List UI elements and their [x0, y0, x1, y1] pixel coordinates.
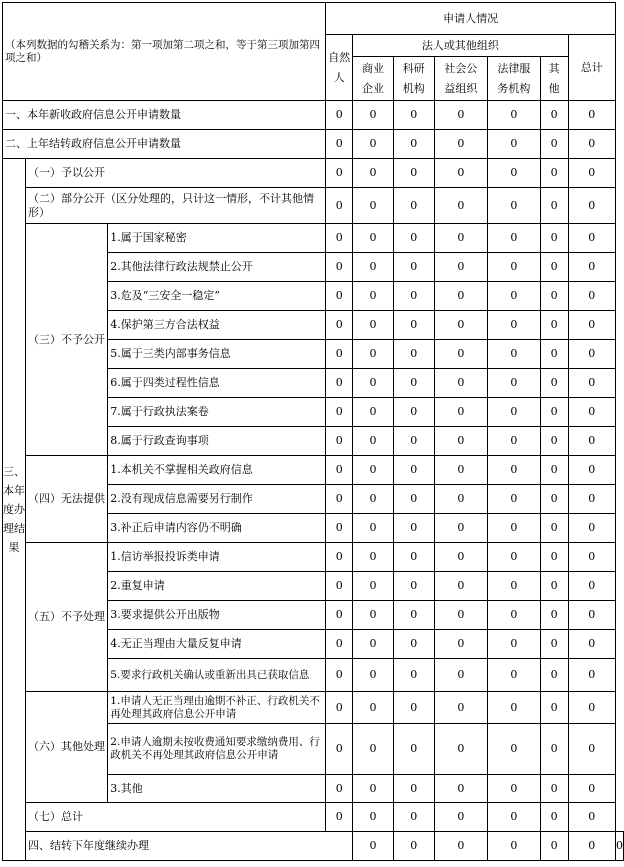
cell-value: 0 [434, 369, 488, 398]
row-label: （七）总计 [26, 803, 326, 832]
cell-value: 0 [488, 775, 541, 803]
cell-value: 0 [393, 101, 434, 130]
cell-value: 0 [353, 253, 394, 282]
cell-value: 0 [568, 692, 615, 724]
cell-value: 0 [353, 514, 394, 543]
cell-value: 0 [488, 427, 541, 456]
cell-value: 0 [393, 724, 434, 775]
cell-value: 0 [434, 659, 488, 692]
cell-value: 0 [568, 188, 615, 224]
cell-value: 0 [540, 101, 568, 130]
cell-value: 0 [393, 369, 434, 398]
cell-value: 0 [540, 130, 568, 159]
cell-value: 0 [488, 724, 541, 775]
cell-value: 0 [393, 188, 434, 224]
cell-value: 0 [393, 630, 434, 659]
cell-value: 0 [540, 724, 568, 775]
row-label: 3.其他 [108, 775, 326, 803]
cell-value: 0 [488, 572, 541, 601]
cell-value: 0 [393, 775, 434, 803]
cell-value: 0 [488, 832, 541, 861]
cell-value: 0 [353, 543, 394, 572]
cell-value: 0 [434, 543, 488, 572]
cell-value: 0 [540, 485, 568, 514]
cell-value: 0 [434, 601, 488, 630]
row-label: 一、本年新收政府信息公开申请数量 [3, 101, 326, 130]
cell-value: 0 [393, 311, 434, 340]
row-label: 1.信访举报投诉类申请 [108, 543, 326, 572]
cell-value: 0 [434, 832, 488, 861]
cell-value: 0 [568, 543, 615, 572]
group-3-label: （三）不予公开 [26, 224, 108, 456]
table-row [3, 224, 624, 253]
cell-value: 0 [488, 514, 541, 543]
cell-value: 0 [393, 572, 434, 601]
cell-value: 0 [353, 601, 394, 630]
cell-value: 0 [488, 224, 541, 253]
cell-value: 0 [568, 803, 615, 832]
cell-value: 0 [568, 514, 615, 543]
cell-value: 0 [488, 485, 541, 514]
cell-value: 0 [488, 188, 541, 224]
cell-value: 0 [353, 130, 394, 159]
header-natural-person: 自然人 [326, 35, 353, 101]
cell-value: 0 [326, 369, 353, 398]
cell-value: 0 [393, 601, 434, 630]
cell-value: 0 [434, 572, 488, 601]
cell-value: 0 [353, 572, 394, 601]
cell-value: 0 [353, 224, 394, 253]
cell-value: 0 [353, 775, 394, 803]
cell-value: 0 [540, 832, 568, 861]
cell-value: 0 [488, 543, 541, 572]
table-row [3, 130, 624, 159]
cell-value: 0 [353, 456, 394, 485]
cell-value: 0 [568, 253, 615, 282]
cell-value: 0 [393, 427, 434, 456]
header-commercial: 商业企业 [353, 57, 394, 101]
cell-value: 0 [393, 398, 434, 427]
cell-value: 0 [540, 572, 568, 601]
row-label: （二）部分公开（区分处理的，只计这一情形，不计其他情形） [26, 188, 326, 224]
cell-value: 0 [434, 803, 488, 832]
cell-value: 0 [326, 692, 353, 724]
cell-value: 0 [434, 427, 488, 456]
row-label: 1.本机关不掌握相关政府信息 [108, 456, 326, 485]
header-applicant-situation: 申请人情况 [326, 3, 616, 35]
header-legal-service: 法律服务机构 [488, 57, 541, 101]
cell-value: 0 [540, 775, 568, 803]
cell-value: 0 [434, 724, 488, 775]
cell-value: 0 [353, 485, 394, 514]
cell-value: 0 [540, 340, 568, 369]
row-label: 5.属于三类内部事务信息 [108, 340, 326, 369]
row-label: 四、结转下年度继续办理 [26, 832, 353, 861]
cell-value: 0 [540, 188, 568, 224]
cell-value: 0 [568, 130, 615, 159]
cell-value: 0 [434, 456, 488, 485]
table-row [3, 456, 624, 485]
cell-value: 0 [434, 101, 488, 130]
cell-value: 0 [434, 398, 488, 427]
cell-value: 0 [488, 130, 541, 159]
cell-value: 0 [353, 630, 394, 659]
info-disclosure-table [2, 2, 624, 861]
cell-value: 0 [488, 369, 541, 398]
cell-value: 0 [326, 282, 353, 311]
cell-value: 0 [326, 427, 353, 456]
cell-value: 0 [353, 832, 394, 861]
cell-value: 0 [326, 159, 353, 188]
cell-value: 0 [568, 724, 615, 775]
table-row [3, 101, 624, 130]
cell-value: 0 [540, 630, 568, 659]
cell-value: 0 [434, 485, 488, 514]
cell-value: 0 [488, 311, 541, 340]
cell-value: 0 [393, 803, 434, 832]
cell-value: 0 [434, 311, 488, 340]
cell-value: 0 [393, 543, 434, 572]
cell-value: 0 [568, 427, 615, 456]
cell-value: 0 [540, 253, 568, 282]
row-label: 2.其他法律行政法规禁止公开 [108, 253, 326, 282]
cell-value: 0 [568, 282, 615, 311]
cell-value: 0 [326, 659, 353, 692]
cell-value: 0 [353, 692, 394, 724]
cell-value: 0 [326, 775, 353, 803]
cell-value: 0 [326, 572, 353, 601]
row-label: 6.属于四类过程性信息 [108, 369, 326, 398]
row-label: 4.无正当理由大量反复申请 [108, 630, 326, 659]
cell-value: 0 [393, 832, 434, 861]
row-label: 5.要求行政机关确认或重新出具已获取信息 [108, 659, 326, 692]
cell-value: 0 [488, 159, 541, 188]
row-label: 7.属于行政执法案卷 [108, 398, 326, 427]
cell-value: 0 [326, 224, 353, 253]
table-row [3, 543, 624, 572]
row-label: 4.保护第三方合法权益 [108, 311, 326, 340]
cell-value: 0 [353, 311, 394, 340]
cell-value: 0 [568, 601, 615, 630]
row-label: 二、上年结转政府信息公开申请数量 [3, 130, 326, 159]
cell-value: 0 [353, 398, 394, 427]
cell-value: 0 [568, 159, 615, 188]
cell-value: 0 [540, 601, 568, 630]
cell-value: 0 [568, 485, 615, 514]
cell-value: 0 [434, 159, 488, 188]
cell-value: 0 [434, 282, 488, 311]
cell-value: 0 [393, 253, 434, 282]
cell-value: 0 [326, 485, 353, 514]
cell-value: 0 [488, 282, 541, 311]
cell-value: 0 [488, 601, 541, 630]
cell-value: 0 [326, 630, 353, 659]
cell-value: 0 [353, 803, 394, 832]
header-legal-group: 法人或其他组织 [353, 35, 568, 57]
table-row [3, 188, 624, 224]
cell-value: 0 [540, 427, 568, 456]
cell-value: 0 [568, 340, 615, 369]
cell-value: 0 [393, 340, 434, 369]
group-6-label: （六）其他处理 [26, 692, 108, 803]
cell-value: 0 [568, 572, 615, 601]
cell-value: 0 [540, 803, 568, 832]
cell-value: 0 [540, 282, 568, 311]
cell-value: 0 [326, 803, 353, 832]
header-research: 科研机构 [393, 57, 434, 101]
cell-value: 0 [326, 130, 353, 159]
section-3-text: 三、本年度办理结果 [3, 465, 25, 554]
cell-value: 0 [488, 253, 541, 282]
cell-value: 0 [616, 832, 624, 861]
cell-value: 0 [568, 630, 615, 659]
cell-value: 0 [393, 456, 434, 485]
cell-value: 0 [434, 340, 488, 369]
cell-value: 0 [353, 340, 394, 369]
cell-value: 0 [540, 159, 568, 188]
cell-value: 0 [393, 485, 434, 514]
cell-value: 0 [540, 311, 568, 340]
row-label: 3.危及“三安全一稳定” [108, 282, 326, 311]
cell-value: 0 [488, 456, 541, 485]
cell-value: 0 [540, 224, 568, 253]
cell-value: 0 [568, 224, 615, 253]
group-5-label: （五）不予处理 [26, 543, 108, 692]
cell-value: 0 [326, 311, 353, 340]
cell-value: 0 [540, 543, 568, 572]
cell-value: 0 [568, 775, 615, 803]
cell-value: 0 [540, 456, 568, 485]
group-4-label: （四）无法提供 [26, 456, 108, 543]
cell-value: 0 [393, 159, 434, 188]
header-total: 总计 [568, 35, 615, 101]
cell-value: 0 [540, 398, 568, 427]
cell-value: 0 [434, 224, 488, 253]
section-3-label [3, 159, 26, 861]
cell-value: 0 [434, 188, 488, 224]
cell-value: 0 [488, 659, 541, 692]
cell-value: 0 [488, 692, 541, 724]
cell-value: 0 [488, 101, 541, 130]
table-note: （本列数据的勾稽关系为：第一项加第二项之和，等于第三项加第四项之和） [3, 3, 326, 101]
cell-value: 0 [568, 398, 615, 427]
cell-value: 0 [568, 659, 615, 692]
row-label: 3.补正后申请内容仍不明确 [108, 514, 326, 543]
cell-value: 0 [353, 659, 394, 692]
header-social-welfare: 社会公益组织 [434, 57, 488, 101]
cell-value: 0 [353, 724, 394, 775]
cell-value: 0 [568, 369, 615, 398]
cell-value: 0 [488, 398, 541, 427]
cell-value: 0 [540, 692, 568, 724]
cell-value: 0 [353, 427, 394, 456]
cell-value: 0 [434, 775, 488, 803]
cell-value: 0 [434, 514, 488, 543]
table-row [3, 692, 624, 724]
cell-value: 0 [326, 543, 353, 572]
header-other: 其他 [540, 57, 568, 101]
row-label: 8.属于行政查询事项 [108, 427, 326, 456]
cell-value: 0 [488, 803, 541, 832]
cell-value: 0 [540, 514, 568, 543]
cell-value: 0 [393, 224, 434, 253]
cell-value: 0 [326, 253, 353, 282]
cell-value: 0 [326, 188, 353, 224]
cell-value: 0 [353, 101, 394, 130]
cell-value: 0 [353, 369, 394, 398]
cell-value: 0 [326, 340, 353, 369]
cell-value: 0 [326, 514, 353, 543]
cell-value: 0 [434, 253, 488, 282]
row-label: 2.没有现成信息需要另行制作 [108, 485, 326, 514]
cell-value: 0 [353, 282, 394, 311]
cell-value: 0 [326, 101, 353, 130]
cell-value: 0 [434, 130, 488, 159]
cell-value: 0 [540, 659, 568, 692]
cell-value: 0 [540, 369, 568, 398]
cell-value: 0 [393, 659, 434, 692]
table-row [3, 159, 624, 188]
cell-value: 0 [393, 130, 434, 159]
cell-value: 0 [326, 456, 353, 485]
row-label: 2.重复申请 [108, 572, 326, 601]
cell-value: 0 [434, 630, 488, 659]
cell-value: 0 [326, 724, 353, 775]
cell-value: 0 [353, 159, 394, 188]
row-label: 1.申请人无正当理由逾期不补正、行政机关不再处理其政府信息公开申请 [108, 692, 326, 724]
row-label: 1.属于国家秘密 [108, 224, 326, 253]
cell-value: 0 [326, 601, 353, 630]
row-label: （一）予以公开 [26, 159, 326, 188]
cell-value: 0 [568, 456, 615, 485]
cell-value: 0 [568, 832, 615, 861]
cell-value: 0 [434, 692, 488, 724]
cell-value: 0 [568, 101, 615, 130]
cell-value: 0 [393, 692, 434, 724]
cell-value: 0 [326, 398, 353, 427]
table-row [3, 803, 624, 832]
row-label: 3.要求提供公开出版物 [108, 601, 326, 630]
cell-value: 0 [488, 630, 541, 659]
row-label: 2.申请人逾期未按收费通知要求缴纳费用、行政机关不再处理其政府信息公开申请 [108, 724, 326, 775]
cell-value: 0 [568, 311, 615, 340]
cell-value: 0 [393, 282, 434, 311]
cell-value: 0 [488, 340, 541, 369]
cell-value: 0 [353, 188, 394, 224]
table-row [3, 832, 624, 861]
cell-value: 0 [393, 514, 434, 543]
